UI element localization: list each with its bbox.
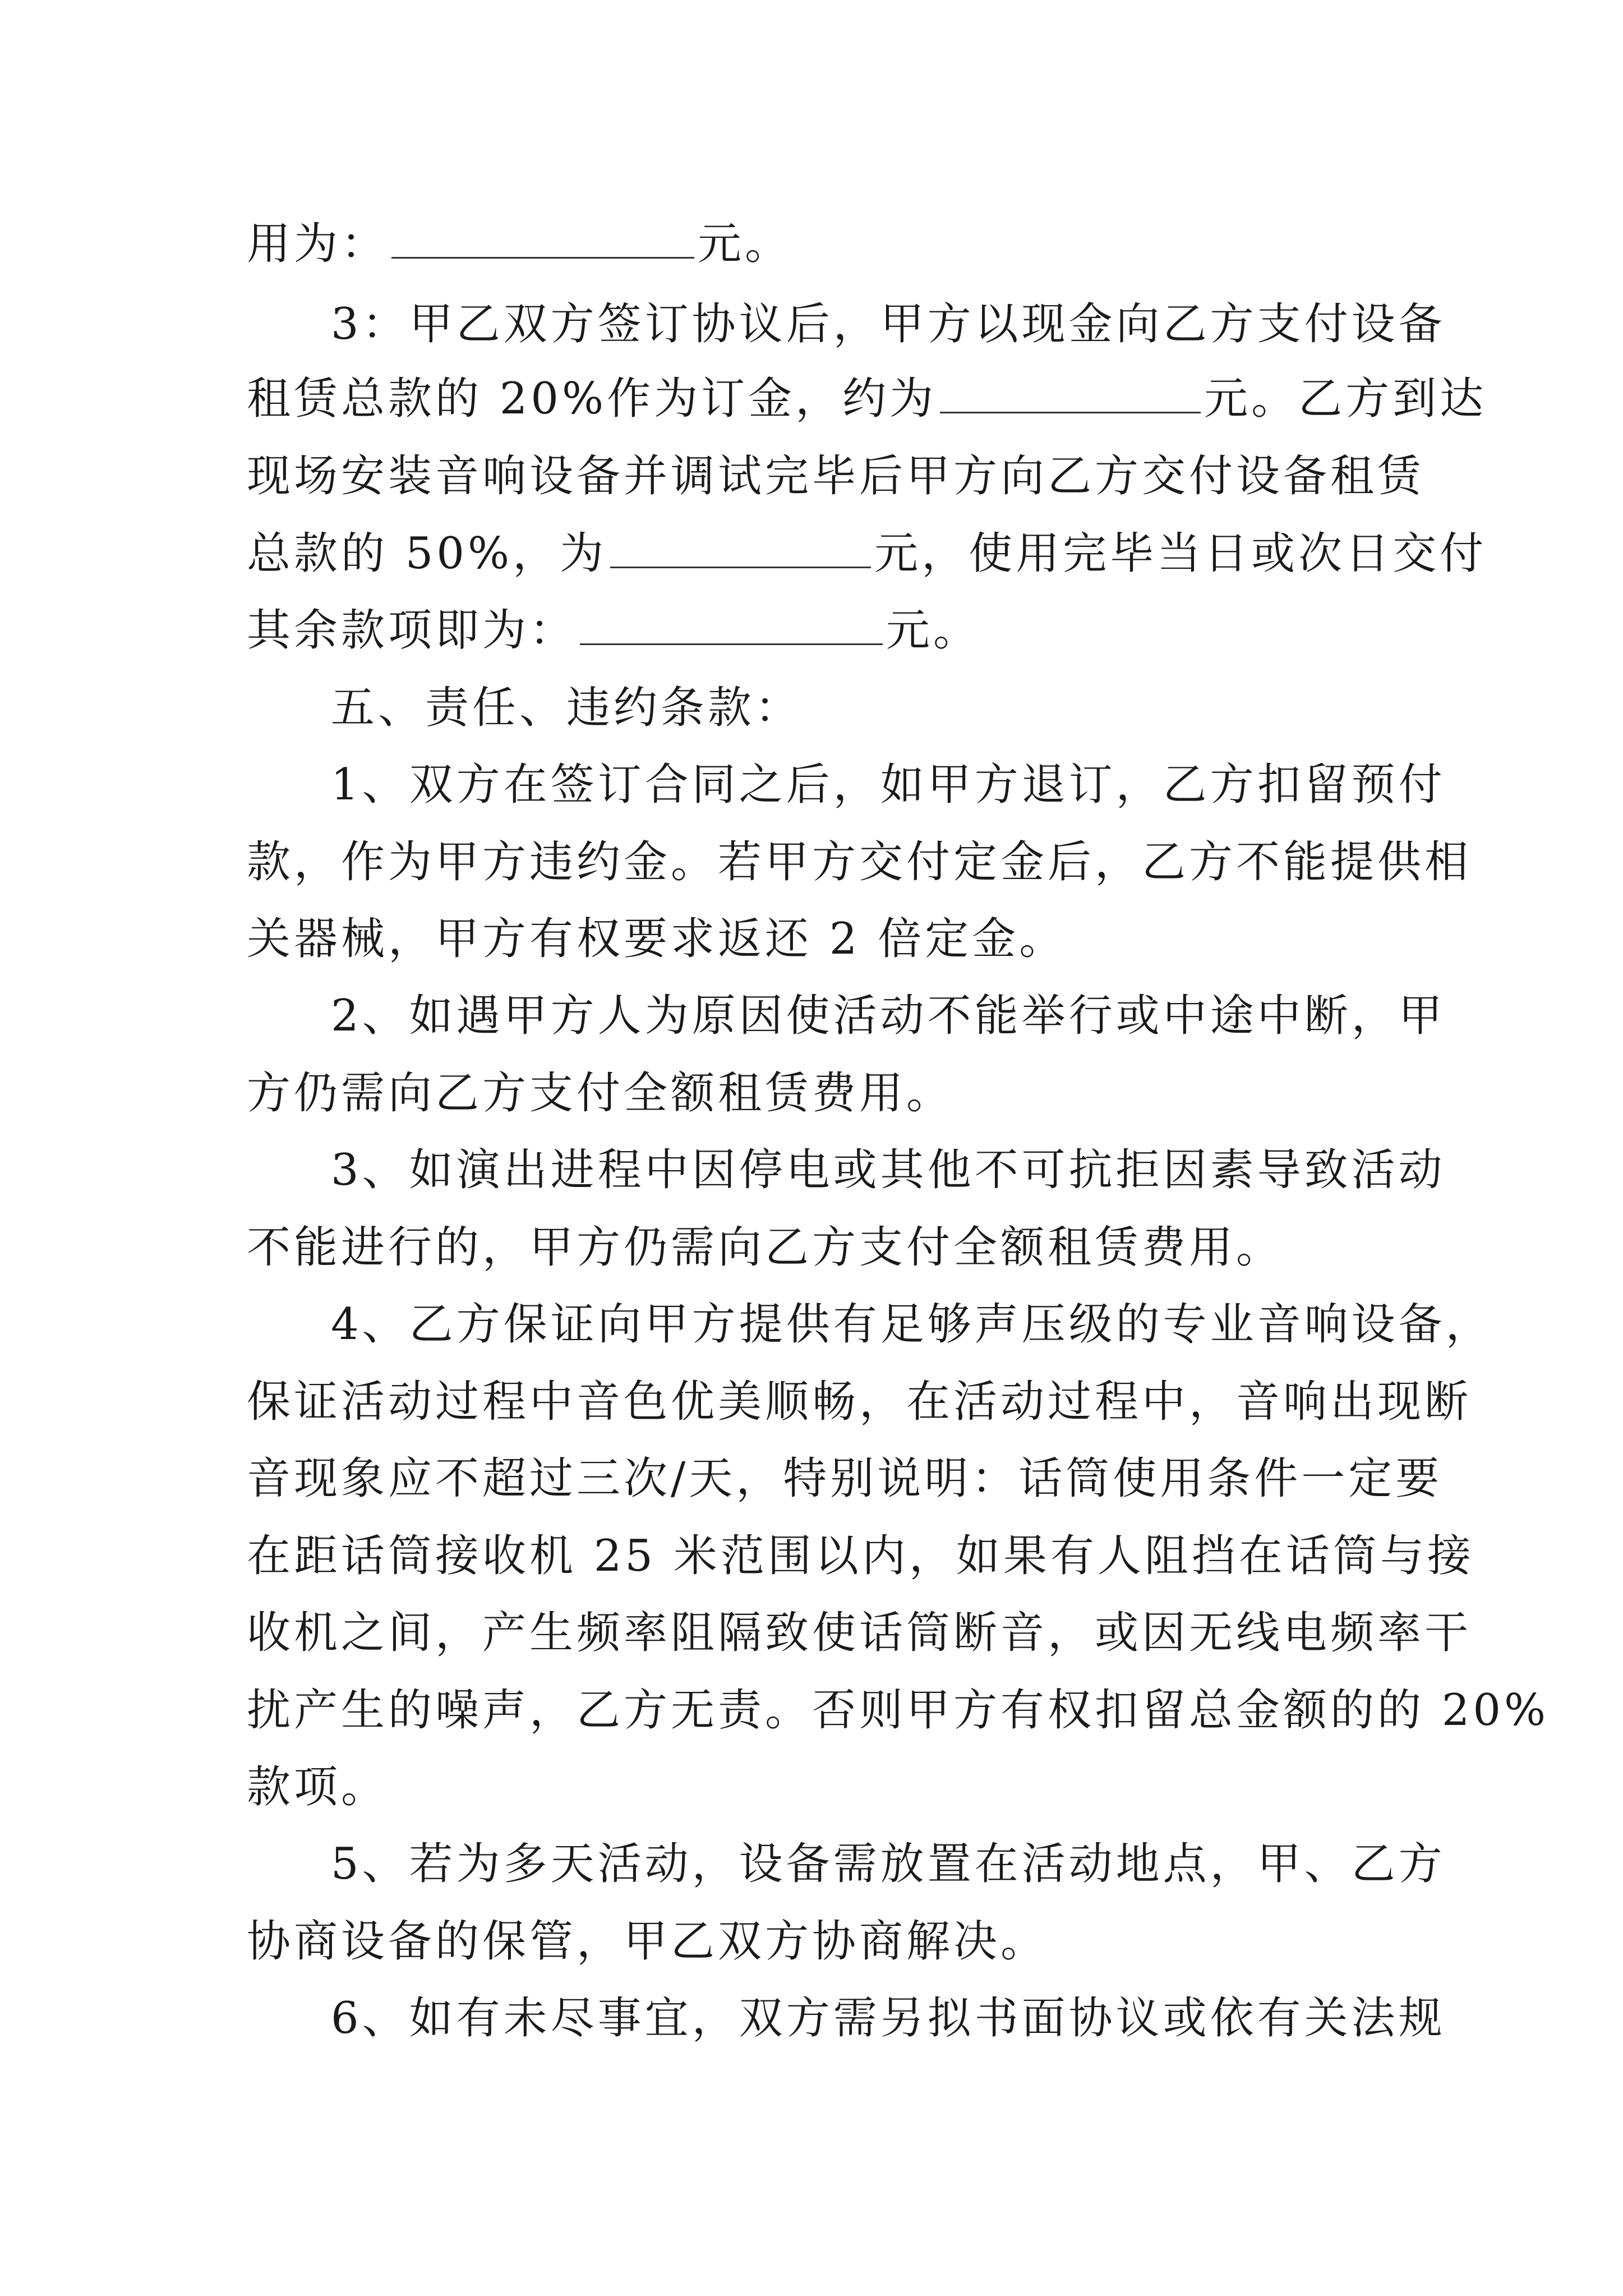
text-line [247, 512, 1487, 596]
text-line: 扰产生的噪声，乙方无责。否则甲方有权扣留总金额的的 20% [247, 1685, 1550, 1736]
text-segment: 元。乙方到达 [1204, 374, 1487, 424]
text-line: 协商设备的保管，甲乙双方协商解决。 [247, 1916, 1048, 1967]
text-line: 保证活动过程中音色优美顺畅，在活动过程中，音响出现断 [247, 1377, 1472, 1427]
text-segment: 用为： [247, 219, 389, 269]
text-line: 关器械，甲方有权要求返还 2 倍定金。 [247, 914, 1067, 964]
text-segment: 总款的 50%，为 [247, 528, 607, 579]
text-segment: 元，使用完毕当日或次日交付 [874, 528, 1487, 579]
text-line: 3：甲乙双方签订协议后，甲方以现金向乙方支付设备 [331, 299, 1446, 349]
text-line: 2、如遇甲方人为原因使活动不能举行或中途中断，甲 [331, 991, 1446, 1041]
text-line [247, 357, 1487, 441]
text-segment: 元。 [698, 219, 792, 269]
text-segment: 其余款项即为： [247, 605, 577, 656]
fill-in-blank [580, 610, 883, 645]
fill-in-blank [610, 533, 871, 568]
text-line: 现场安装音响设备并调试完毕后甲方向乙方交付设备租赁 [247, 451, 1425, 501]
text-line: 款项。 [247, 1762, 389, 1812]
text-line: 1、双方在签订合同之后，如甲方退订，乙方扣留预付 [331, 760, 1446, 810]
text-line: 不能进行的，甲方仍需向乙方支付全额租赁费用。 [247, 1222, 1284, 1273]
text-line: 在距话筒接收机 25 米范围以内，如果有人阻挡在话筒与接 [247, 1531, 1474, 1581]
fill-in-blank [940, 378, 1201, 413]
section-heading: 五、责任、违约条款： [331, 683, 803, 733]
fill-in-blank [391, 223, 694, 259]
text-line: 音现象应不超过三次/天，特别说明：话筒使用条件一定要 [247, 1453, 1443, 1504]
text-line: 3、如演出进程中因停电或其他不可抗拒因素导致活动 [331, 1145, 1446, 1195]
text-line: 收机之间，产生频率阻隔致使话筒断音，或因无线电频率干 [247, 1608, 1472, 1658]
text-line [247, 588, 980, 673]
text-segment: 租赁总款的 20%作为订金，约为 [247, 374, 937, 424]
text-line: 方仍需向乙方支付全额租赁费用。 [247, 1068, 954, 1119]
text-line [247, 202, 792, 286]
text-line: 5、若为多天活动，设备需放置在活动地点，甲、乙方 [331, 1839, 1446, 1889]
text-line: 4、乙方保证向甲方提供有足够声压级的专业音响设备， [331, 1299, 1493, 1350]
text-line: 款，作为甲方违约金。若甲方交付定金后，乙方不能提供相 [247, 837, 1472, 887]
text-segment: 元。 [886, 605, 981, 656]
text-line: 6、如有未尽事宜，双方需另拟书面协议或依有关法规 [331, 1993, 1446, 2044]
